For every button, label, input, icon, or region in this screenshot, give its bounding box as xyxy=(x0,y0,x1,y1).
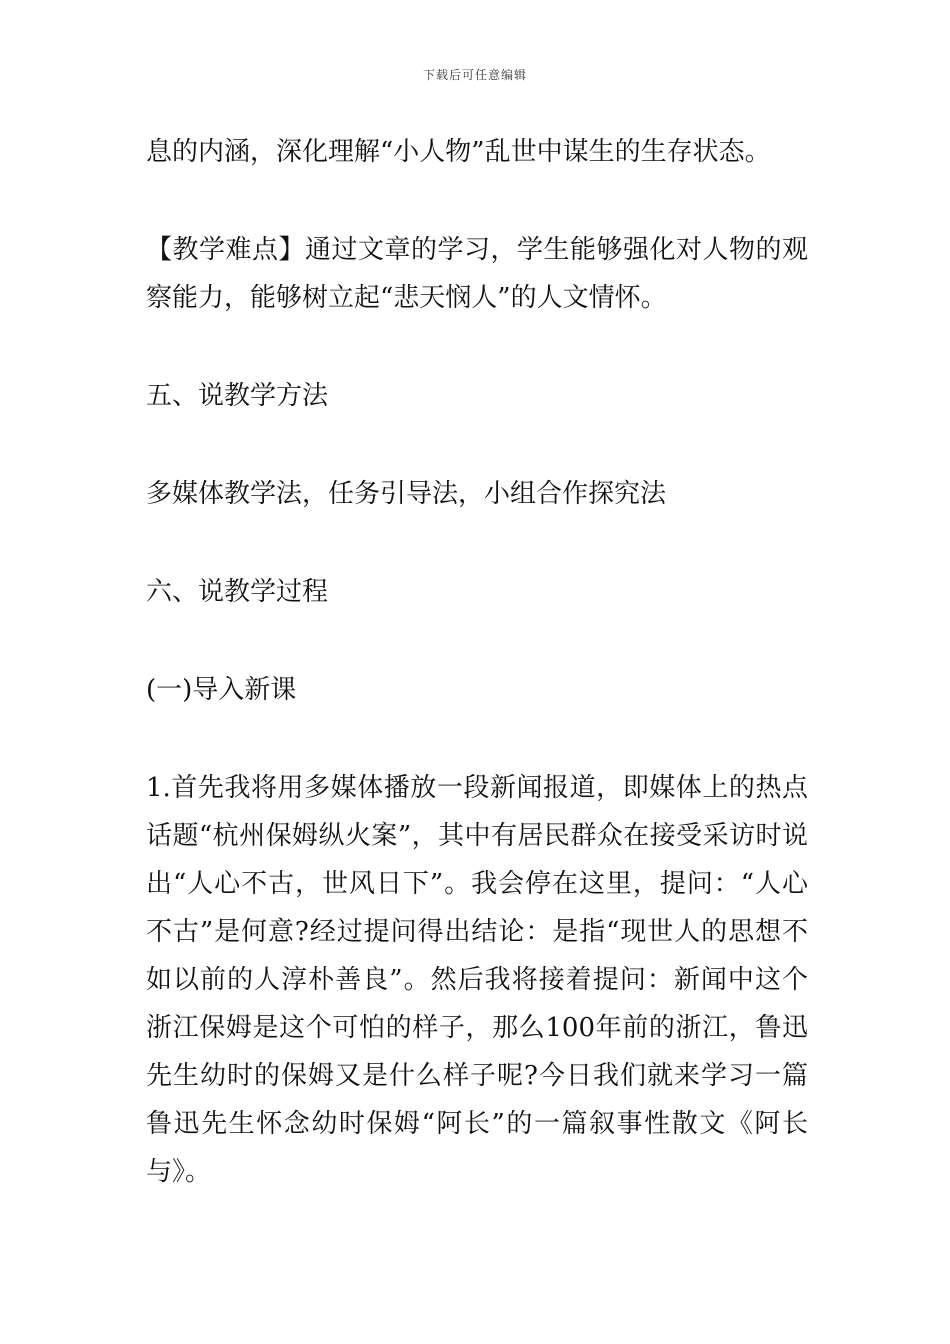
paragraph-gap xyxy=(146,322,808,372)
subsection-heading-introduction: (一)导入新课 xyxy=(146,675,297,705)
section-heading-teaching-methods: 五、说教学方法 xyxy=(146,381,329,411)
section-heading-teaching-process: 六、说教学过程 xyxy=(146,577,329,607)
paragraph-teaching-difficulty: 【教学难点】通过文章的学习，学生能够强化对人物的观察能力，能够树立起“悲天悯人”的人文情怀。 xyxy=(146,235,808,313)
paragraph-gap xyxy=(146,616,808,666)
paragraph-gap xyxy=(146,518,808,568)
page-header-note: 下载后可任意编辑 xyxy=(422,68,527,82)
paragraph-intro-continuation: 息的内涵，深化理解“小人物”乱世中谋生的生存状态。 xyxy=(146,137,771,167)
paragraph-introduction-step-1: 1.首先我将用多媒体播放一段新闻报道，即媒体上的热点话题“杭州保姆纵火案”，其中有居民群众在接受采访时说出“人心不古，世风日下”。我会停在这里，提问：“人心不古”是何意?经过提问得出结论：是指“现世人的思想不如以前的人淳朴善良”。然后我将接着提问：新闻中这个浙江保姆是这个可怕的样子，那么100年前的浙江，鲁迅先生幼时的保姆又是什么样子呢?今日我们就来学习一篇鲁迅先生怀念幼时保姆“阿长”的一篇叙事性散文《阿长与》。 xyxy=(146,773,808,1187)
paragraph-gap xyxy=(146,714,808,764)
document-body xyxy=(146,128,808,1196)
paragraph-gap xyxy=(146,420,808,470)
paragraph-teaching-methods-list: 多媒体教学法，任务引导法，小组合作探究法 xyxy=(146,479,667,509)
paragraph-gap xyxy=(146,176,808,226)
